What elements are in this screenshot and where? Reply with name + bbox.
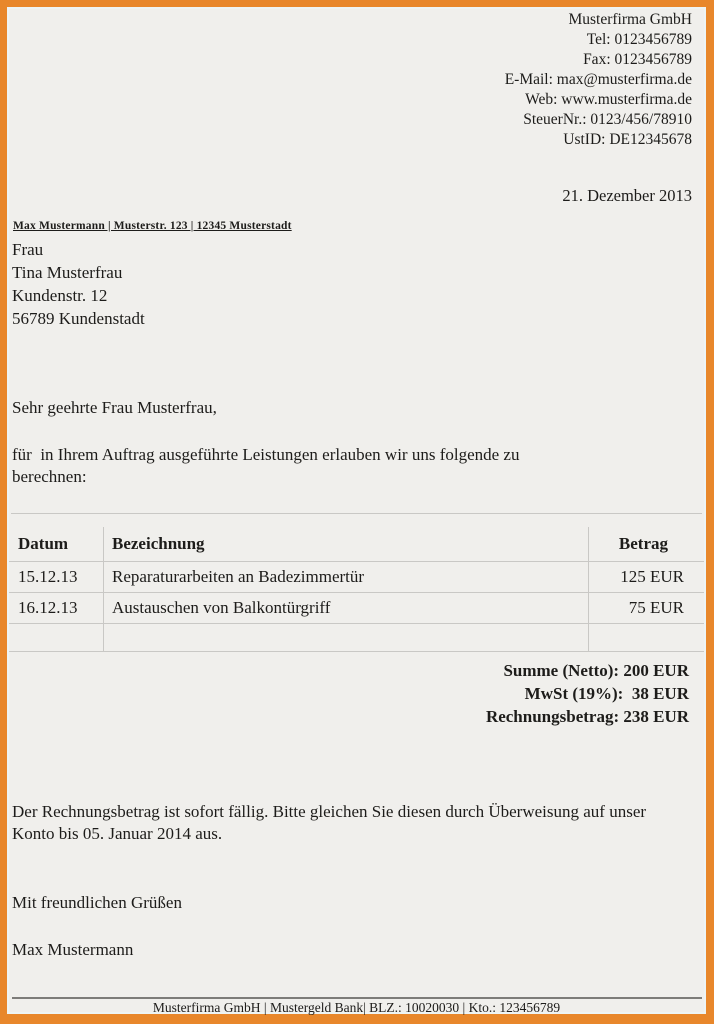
invoice-items-table <box>9 527 704 652</box>
company-vat-id: UstID: DE12345678 <box>563 131 692 148</box>
item-amount: 125 EUR <box>588 562 704 592</box>
company-email: E-Mail: max@musterfirma.de <box>504 71 692 88</box>
item-description: Reparaturarbeiten an Badezimmertür <box>103 562 588 592</box>
total-vat: MwSt (19%): 38 EUR <box>524 684 689 703</box>
company-web: Web: www.musterfirma.de <box>525 91 692 108</box>
sender-return-address: Max Mustermann | Musterstr. 123 | 12345 Musterstadt <box>13 220 292 232</box>
salutation: Sehr geehrte Frau Musterfrau, <box>12 398 217 417</box>
company-phone: Tel: 0123456789 <box>586 31 692 48</box>
table-row-empty <box>9 624 704 652</box>
total-net: Summe (Netto): 200 EUR <box>503 661 689 680</box>
closing-phrase: Mit freundlichen Grüßen <box>12 893 182 912</box>
item-date: 16.12.13 <box>18 598 78 617</box>
item-amount <box>588 624 704 651</box>
letter-date: 21. Dezember 2013 <box>562 186 692 205</box>
recipient-street: Kundenstr. 12 <box>12 286 108 305</box>
letter-sheet <box>7 7 706 1014</box>
company-tax-number: SteuerNr.: 0123/456/78910 <box>523 111 692 128</box>
recipient-salutation-title: Frau <box>12 240 44 259</box>
column-header-betrag: Betrag <box>588 527 704 561</box>
recipient-name: Tina Musterfrau <box>12 263 123 282</box>
item-amount: 75 EUR <box>588 593 704 623</box>
totals-block <box>486 659 689 728</box>
footer-rule <box>12 997 702 999</box>
table-row <box>9 562 704 593</box>
footer-bank-details: Musterfirma GmbH | Mustergeld Bank| BLZ.: 10020030 | Kto.: 123456789 <box>152 1000 561 1015</box>
table-header-row <box>9 527 704 562</box>
company-fax: Fax: 0123456789 <box>583 51 692 68</box>
company-name: Musterfirma GmbH <box>568 11 692 28</box>
payment-terms-paragraph: Der Rechnungsbetrag ist sofort fällig. Bitte gleichen Sie diesen durch Überweisung auf unser Konto bis 05. Januar 2014 aus. <box>12 802 647 843</box>
intro-paragraph: für in Ihrem Auftrag ausgeführte Leistungen erlauben wir uns folgende zu berechnen: <box>12 445 524 486</box>
item-description: Austauschen von Balkontürgriff <box>103 593 588 623</box>
table-top-rule <box>11 513 702 514</box>
letterhead <box>505 10 692 150</box>
total-gross: Rechnungsbetrag: 238 EUR <box>485 707 689 726</box>
item-description <box>103 624 588 651</box>
column-header-bezeichnung: Bezeichnung <box>103 527 588 561</box>
recipient-address <box>12 238 145 330</box>
table-row <box>9 593 704 624</box>
column-header-datum: Datum <box>18 534 69 553</box>
recipient-city: 56789 Kundenstadt <box>12 309 145 328</box>
item-date: 15.12.13 <box>18 567 78 586</box>
item-date <box>9 624 103 651</box>
signature-name: Max Mustermann <box>12 940 134 959</box>
